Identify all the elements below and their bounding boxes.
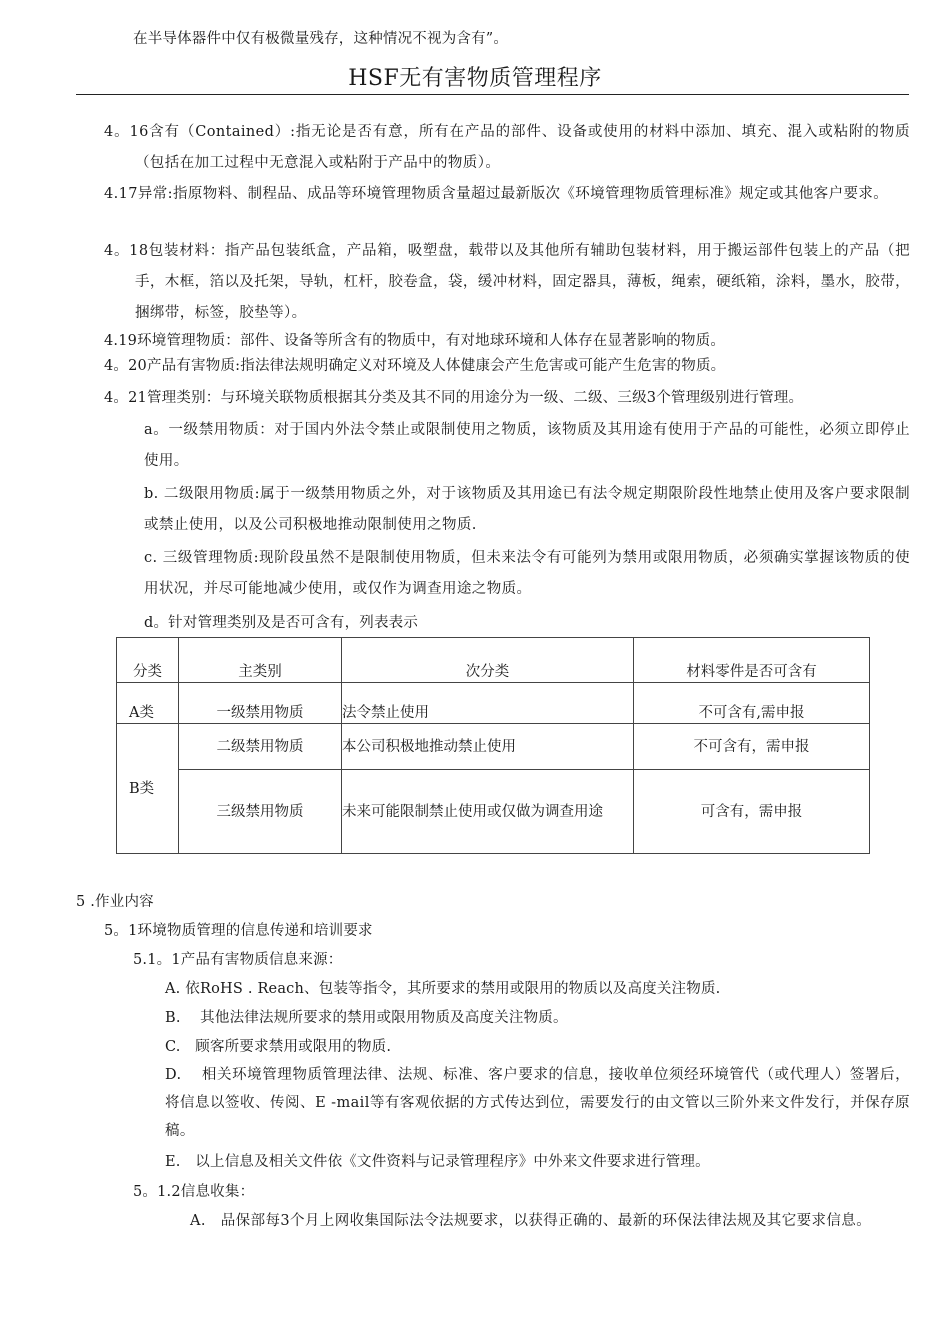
definition-text: 4。18包装材料：指产品包装纸盒，产品箱，吸塑盘，载带以及其他所有辅助包装材料，用于搬运部件包装上的产品（把手，木框，箔以及托架，导轨，杠杆，胶卷盒，袋，缓冲材料，固定器具，薄板，绳索，硬纸箱，涂料，墨水，胶带，捆绑带，标签，胶垫等）。 — [104, 243, 910, 321]
table-row — [117, 770, 870, 854]
cell-sub: 本公司积极地推动禁止使用 — [342, 724, 634, 770]
item-511-d: D. 相关环境管理物质管理法律、法规、标准、客户要求的信息，接收单位须经环境管代（或代理人）签署后，将信息以签收、传阅、E -mail等有客观依据的方式传达到位，需要发行的由文管以三阶外来文件发行，并保存原稿。 — [165, 1067, 910, 1139]
cell-allowed: 不可含有,需申报 — [634, 683, 870, 724]
header-classification: 分类 — [117, 638, 179, 683]
cell-allowed: 不可含有，需申报 — [634, 724, 870, 770]
management-class-table — [116, 637, 870, 854]
cell-main: 一级禁用物质 — [179, 683, 342, 724]
header-sub-category: 次分类 — [342, 638, 634, 683]
continued-text-line: 在半导体器件中仅有极微量残存，这种情况不视为含有”。 — [133, 31, 509, 47]
section-5-1-heading: 5。1环境物质管理的信息传递和培训要求 — [104, 923, 373, 939]
category-a: a。一级禁用物质：对于国内外法令禁止或限制使用之物质，该物质及其用途有使用于产品的可能性，必须立即停止使用。 — [144, 422, 910, 469]
definition-4-16 — [104, 117, 910, 179]
section-5-1-1-heading: 5.1。1产品有害物质信息来源： — [133, 952, 343, 968]
definition-text: 4。16含有（Contained）:指无论是否有意，所有在产品的部件、设备或使用的材料中添加、填充、混入或粘附的物质（包括在加工过程中无意混入或粘附于产品中的物质）。 — [104, 124, 910, 171]
cell-main: 三级禁用物质 — [179, 770, 342, 854]
cell-allowed: 可含有，需申报 — [634, 770, 870, 854]
definition-4-18 — [104, 236, 910, 329]
definition-4-20: 4。20产品有害物质:指法律法规明确定义对环境及人体健康会产生危害或可能产生危害的物质。 — [104, 358, 726, 374]
cell-sub: 法令禁止使用 — [342, 683, 634, 724]
category-c: c. 三级管理物质:现阶段虽然不是限制使用物质，但未来法令有可能列为禁用或限用物质，必须确实掌握该物质的使用状况，并尽可能地减少使用，或仅作为调查用途之物质。 — [144, 550, 910, 597]
definition-4-17 — [104, 179, 910, 210]
title-divider — [76, 94, 909, 95]
definition-4-21: 4。21管理类别：与环境关联物质根据其分类及其不同的用途分为一级、二级、三级3个管理级别进行管理。 — [104, 390, 804, 406]
header-main-category: 主类别 — [179, 638, 342, 683]
cell-group: A类 — [117, 683, 179, 724]
cell-sub: 未来可能限制禁止使用或仅做为调查用途 — [342, 770, 634, 854]
document-title: HSF无有害物质管理程序 — [348, 66, 602, 91]
category-b: b. 二级限用物质:属于一级禁用物质之外，对于该物质及其用途已有法令规定期限阶段性地禁止使用及客户要求限制或禁止使用，以及公司积极地推动限制使用之物质. — [144, 486, 910, 533]
cell-main: 二级禁用物质 — [179, 724, 342, 770]
definition-text: 4.17异常:指原物料、制程品、成品等环境管理物质含量超过最新版次《环境管理物质管理标准》规定或其他客户要求。 — [104, 186, 889, 202]
header-allowed: 材料零件是否可含有 — [634, 638, 870, 683]
section-5-1-2-heading: 5。1.2信息收集： — [133, 1184, 255, 1200]
item-511-b: B. 其他法律法规所要求的禁用或限用物质及高度关注物质。 — [165, 1010, 568, 1026]
item-512-a: A. 品保部每3个月上网收集国际法令法规要求，以获得正确的、最新的环保法律法规及其它要求信息。 — [190, 1213, 872, 1229]
category-d: d。针对管理类别及是否可含有，列表表示 — [144, 615, 419, 631]
item-511-c: C. 顾客所要求禁用或限用的物质. — [165, 1039, 392, 1055]
table-header-row — [117, 638, 870, 683]
item-511-e: E. 以上信息及相关文件依《文件资料与记录管理程序》中外来文件要求进行管理。 — [165, 1154, 710, 1170]
definition-4-19: 4.19环境管理物质：部件、设备等所含有的物质中，有对地球环境和人体存在显著影响的物质。 — [104, 333, 726, 349]
item-511-a: A. 依RoHS . Reach、包装等指令，其所要求的禁用或限用的物质以及高度关注物质. — [165, 981, 721, 997]
section-5-heading: 5 .作业内容 — [76, 894, 154, 910]
table-row — [117, 683, 870, 724]
cell-group: B类 — [117, 724, 179, 854]
table-row — [117, 724, 870, 770]
